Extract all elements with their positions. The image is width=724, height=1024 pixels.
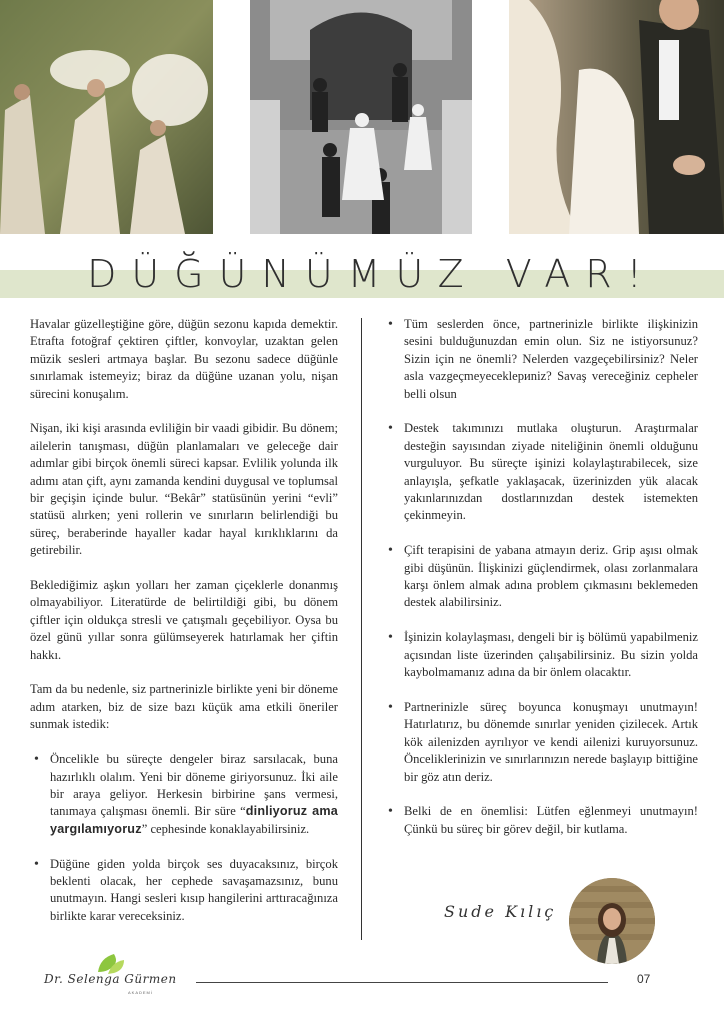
column-divider bbox=[361, 318, 362, 940]
brand-logo bbox=[44, 950, 177, 1000]
author-signature: Sude Kılıç bbox=[444, 902, 557, 921]
left-column bbox=[30, 316, 338, 943]
paragraph: Havalar güzelleştiğine göre, düğün sezonu kapıda demektir. Etrafta fotoğraf çektiren çiftler, konvoylar, uzaktan gelen müzik sesleri artmaya başlar. Bu sezonu sadece düğünle sınırlamak istemeyiz; biraz da düğüne uzanan yolu, nişan sürecini konuşalım. bbox=[30, 317, 338, 401]
wedding-stairs-photo bbox=[250, 0, 472, 234]
logo-subtext: AKADEMİ bbox=[128, 990, 154, 995]
list-item: • Belki de en önemlisi: Lütfen eğlenmeyi unutmayın! Çünkü bu süreç bir görev değil, bir kutlama. bbox=[384, 803, 698, 838]
list-item: • Çift terapisini de yabana atmayın deriz. Grip aşısı olmak gibi düşünün. İlişkinizi güçlendirmek, olası zorlanmalara karşı önlem almak adına problem çıkmasını beklemeden destek alabilirsiniz. bbox=[384, 542, 698, 612]
page-number: 07 bbox=[637, 972, 651, 986]
right-column bbox=[384, 316, 698, 856]
footer-line bbox=[196, 982, 608, 983]
list-item: • Düğüne giden yolda birçok ses duyacaksınız, birçok beklenti olacak, her cephede savaşamazsınız, bunu unutmayın. Hangi sesleri kısıp hangilerini arttıracağınıza birlikte karar vereceksiniz. bbox=[30, 856, 338, 926]
paragraph: Tam da bu nedenle, siz partnerinizle birlikte yeni bir döneme adım atarken, biz de size bazı küçük ama etkili öneriler sunmak istedik: bbox=[30, 682, 338, 732]
paragraph: Beklediğimiz aşkın yolları her zaman çiçeklerle donanmış olmayabiliyor. Literatürde de belirtildiği gibi, bu dönem çiftler için oldukça stresli ve çatışmalı geçebiliyor. Oysa bu özel günü yıllar sonra gülümseyerek hatırlamak her çiftin hakkı. bbox=[30, 578, 338, 662]
paragraph: Nişan, iki kişi arasında evliliğin bir vaadi gibidir. Bu dönem; ailelerin tanışması, düğün planlamaları ve geleceğe dair adımlar gibi birçok önemli süreci kapsar. Evlilik yolunda ilk adımı atan çift, aynı zamanda kendini duygusal ve toplumsal bir geçişin içinde bulur. “Bekâr” statüsünün yerini “evli” statüsü alırken; yeni rollerin ve sınırların belirlendiği bu süreç, beraberinde hayaller kadar hayal kırıklıklarını da getirebilir. bbox=[30, 421, 338, 558]
suggestion-list-right bbox=[384, 316, 698, 838]
bullet-text: Öncelikle bu süreçte dengeler biraz sarsılacak, buna hazırlıklı olalım. Yeni bir döneme giriyorsunuz. İki aile bir araya geliyor. Herkesin birbirine şans vermesi, tanımaya çalışması önemli. Bir süre “ bbox=[50, 752, 338, 819]
suggestion-list-left bbox=[30, 751, 338, 925]
logo-text: Dr. Selenga Gürmen bbox=[44, 972, 177, 986]
bullet-text: ” cephesinde konaklayabilirsiniz. bbox=[141, 821, 310, 836]
author-avatar bbox=[569, 878, 655, 964]
list-item: • Tüm seslerden önce, partnerinizle birlikte ilişkinizin sesini bulduğunuzdan emin olun. Siz ne istiyorsunuz? Sizin için ne önemli? Nelerden vazgeçebilirsiniz? Neler asla vazgeçmeyeceklериniz? Savaş vereceğiniz cepheler belli olsun bbox=[384, 316, 698, 403]
bridal-party-photo bbox=[0, 0, 213, 234]
page-title: DÜĞÜNÜMÜZ VAR! bbox=[87, 252, 657, 296]
list-item: • İşinizin kolaylaşması, dengeli bir iş bölümü yapabilmeniz açısından liste üzerinden çalışabilirsiniz. Bu sizin yolda kaybolmamanız adına da bir önlem olacaktır. bbox=[384, 629, 698, 681]
couple-photo bbox=[509, 0, 724, 234]
list-item: • Destek takımınızı mutlaka oluşturun. Araştırmalar desteğin sayısından ziyade niteliğinin önemli olduğunu vurguluyor. Bu süreçte işinizi kolaylaştırabilecek, size anlayışla, şefkatle yaklaşacak, üzerinizden yük alacak yakınlarınızdan dostlarınızdan destek istemekten çekinmeyin. bbox=[384, 420, 698, 524]
bold-phrase: dinliyoruz ama yargılamıyoruz bbox=[50, 804, 338, 836]
list-item bbox=[30, 751, 338, 838]
list-item: • Partnerinizle süreç boyunca konuşmayı unutmayın! Hatırlatırız, bu dönemde sınırlar yeniden çizilecek. Artık kök ailenizden ayrılıyor ve kendi ailenizi kuruyorsunuz. Önceliklerinizin ve sınırlarınızın nerede başlayıp bittiğine bir göz atın deriz. bbox=[384, 699, 698, 786]
